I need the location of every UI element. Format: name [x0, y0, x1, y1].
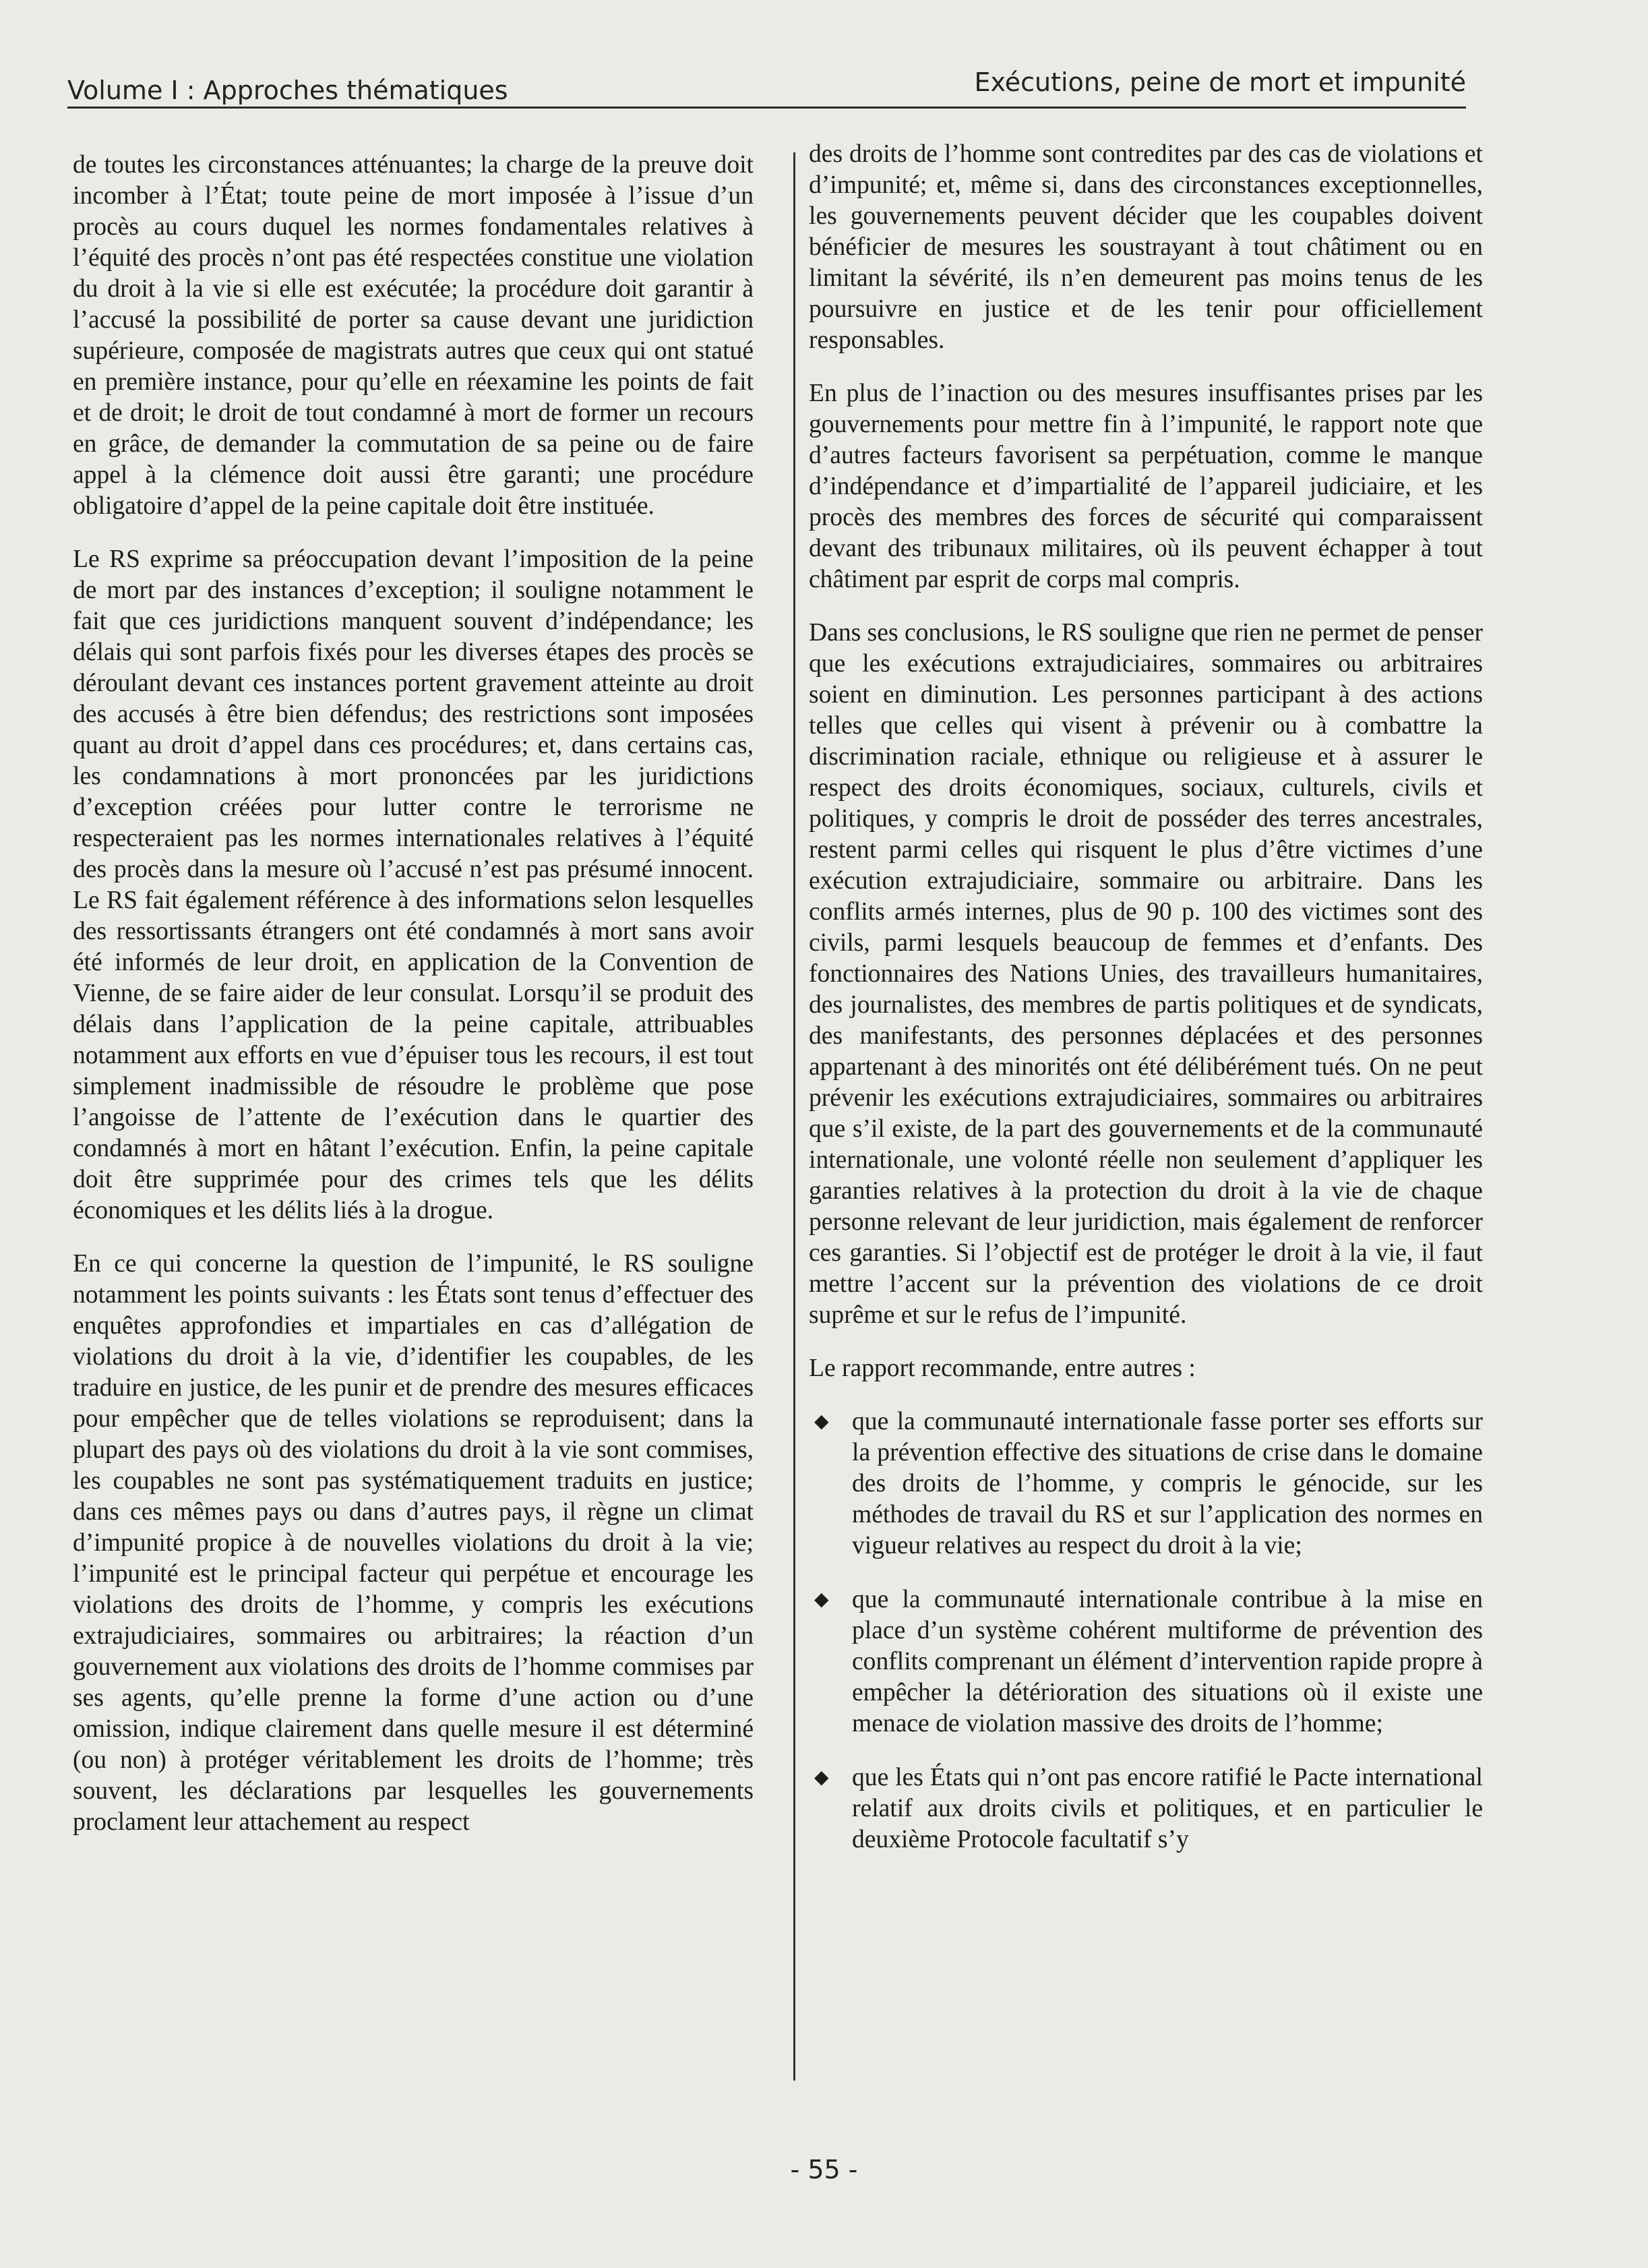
list-item [809, 1584, 1483, 1739]
paragraph: En plus de l’inaction ou des mesures insuffisantes prises par les gouvernements pour mettre fin à l’impunité, le rapport note que d’autres facteurs favorisent sa perpétuation, comme le manque d’indépendance et d’impartialité de l’appareil judiciaire, et les procès des membres des forces de sécurité qui comparaissent devant des tribunaux militaires, où ils peuvent échapper à tout châtiment par esprit de corps mal compris. [809, 380, 1483, 593]
page-number: - 55 - [790, 2155, 858, 2184]
paragraph: Le rapport recommande, entre autres : [809, 1354, 1196, 1382]
list-item-text: que la communauté internationale contribue à la mise en place d’un système cohérent multiforme de prévention des conflits comprenant un élément d’intervention rapide propre à empêcher la détérioration des situations où il existe une menace de violation massive des droits de l’homme; [852, 1586, 1483, 1737]
header-volume-title: Volume I : Approches thématiques [67, 76, 508, 105]
paragraph: des droits de l’homme sont contredites par des cas de violations et d’impunité; et, même si, dans des circonstances exceptionnelles, les gouvernements peuvent décider que les coupables doivent bénéficier de mesures les soustrayant à tout châtiment ou en limitant la sévérité, ils n’en demeurent pas moins tenus de les poursuivre en justice et de les tenir pour officiellement responsables. [809, 140, 1483, 354]
paragraph: Dans ses conclusions, le RS souligne que rien ne permet de penser que les exécutions extrajudiciaires, sommaires ou arbitraires soient en diminution. Les personnes participant à des actions telles que celles qui visent à prévenir ou à combattre la discrimination raciale, ethnique ou religieuse et à assurer le respect des droits économiques, sociaux, culturels, civils et politiques, y compris le droit de posséder des terres ancestrales, restent parmi celles qui risquent le plus d’être victimes d’une exécution extrajudiciaire, sommaire ou arbitraire. Dans les conflits armés internes, plus de 90 p. 100 des victimes sont des civils, parmi lesquels beaucoup de femmes et d’enfants. Des fonctionnaires des Nations Unies, des travailleurs humanitaires, des journalistes, des membres de partis politiques et de syndicats, des manifestants, des personnes déplacées et des personnes appartenant à des minorités ont été délibérément tués. On ne peut prévenir les exécutions extrajudiciaires, sommaires ou arbitraires que s’il existe, de la part des gouvernements et de la communauté internationale, une volonté réelle non seulement d’appliquer les garanties relatives à la protection du droit à la vie de chaque personne relevant de leur juridiction, mais également de renforcer ces garanties. Si l’objectif est de protéger le droit à la vie, il faut mettre l’accent sur la prévention des violations de ce droit suprême et sur le refus de l’impunité. [809, 619, 1483, 1329]
diamond-bullet-icon: ◆ [814, 1767, 829, 1788]
list-item-text: que la communauté internationale fasse porter ses efforts sur la prévention effective des situations de crise dans le domaine des droits de l’homme, y compris le génocide, sur les méthodes de travail du RS et sur l’application des normes en vigueur relatives au respect du droit à la vie; [852, 1408, 1483, 1559]
paragraph: En ce qui concerne la question de l’impunité, le RS souligne notamment les points suivants : les États sont tenus d’effectuer des enquêtes approfondies et impartiales en cas d’allégation de violations du droit à la vie, d’identifier les coupables, de les traduire en justice, de les punir et de prendre des mesures efficaces pour empêcher que de telles violations se reproduisent; dans la plupart des pays où des violations du droit à la vie sont commises, les coupables ne sont pas systématiquement traduits en justice; dans ces mêmes pays ou dans d’autres pays, il règne un climat d’impunité propice à de nouvelles violations du droit à la vie; l’impunité est le principal facteur qui perpétue et encourage les violations des droits de l’homme, y compris les exécutions extrajudiciaires, sommaires ou arbitraires; la réaction d’un gouvernement aux violations des droits de l’homme commises par ses agents, qu’elle prenne la forme d’une action ou d’une omission, indique clairement dans quelle mesure il est déterminé (ou non) à protéger véritablement les droits de l’homme; très souvent, les déclarations par lesquelles les gouvernements proclament leur attachement au respect [73, 1250, 754, 1836]
column-divider [793, 152, 795, 2081]
right-column [809, 139, 1483, 1878]
left-column [73, 150, 754, 1860]
running-header [67, 66, 1466, 109]
recommendation-list [809, 1406, 1483, 1855]
list-item-text: que les États qui n’ont pas encore ratifié le Pacte international relatif aux droits civils et politiques, et en particulier le deuxième Protocole facultatif s’y [852, 1764, 1483, 1853]
header-chapter-title: Exécutions, peine de mort et impunité [974, 67, 1466, 97]
diamond-bullet-icon: ◆ [814, 1589, 829, 1610]
diamond-bullet-icon: ◆ [814, 1411, 829, 1432]
list-item [809, 1406, 1483, 1561]
paragraph: de toutes les circonstances atténuantes; la charge de la preuve doit incomber à l’État; toute peine de mort imposée à l’issue d’un procès au cours duquel les normes fondamentales relatives à l’équité des procès n’ont pas été respectées constitue une violation du droit à la vie si elle est exécutée; la procédure doit garantir à l’accusé la possibilité de porter sa cause devant une juridiction supérieure, composée de magistrats autres que ceux qui ont statué en première instance, pour qu’elle en réexamine les points de fait et de droit; le droit de tout condamné à mort de former un recours en grâce, de demander la commutation de sa peine ou de faire appel à la clémence doit aussi être garanti; une procédure obligatoire d’appel de la peine capitale doit être instituée. [73, 151, 754, 520]
paragraph: Le RS exprime sa préoccupation devant l’imposition de la peine de mort par des instances d’exception; il souligne notamment le fait que ces juridictions manquent souvent d’indépendance; les délais qui sont parfois fixés pour les diverses étapes des procès se déroulant devant ces instances portent gravement atteinte au droit des accusés à être bien défendus; des restrictions sont imposées quant au droit d’appel dans ces procédures; et, dans certains cas, les condamnations à mort prononcées par les juridictions d’exception créées pour lutter contre le terrorisme ne respecteraient pas les normes internationales relatives à l’équité des procès dans la mesure où l’accusé n’est pas présumé innocent. Le RS fait également référence à des informations selon lesquelles des ressortissants étrangers ont été condamnés à mort sans avoir été informés de leur droit, en application de la Convention de Vienne, de se faire aider de leur consulat. Lorsqu’il se produit des délais dans l’application de la peine capitale, attribuables notamment aux efforts en vue d’épuiser tous les recours, il est tout simplement inadmissible de résoudre le problème que pose l’angoisse de l’attente de l’exécution dans le quartier des condamnés à mort en hâtant l’exécution. Enfin, la peine capitale doit être supprimée pour des crimes tels que les délits économiques et les délits liés à la drogue. [73, 545, 754, 1224]
list-item [809, 1762, 1483, 1855]
